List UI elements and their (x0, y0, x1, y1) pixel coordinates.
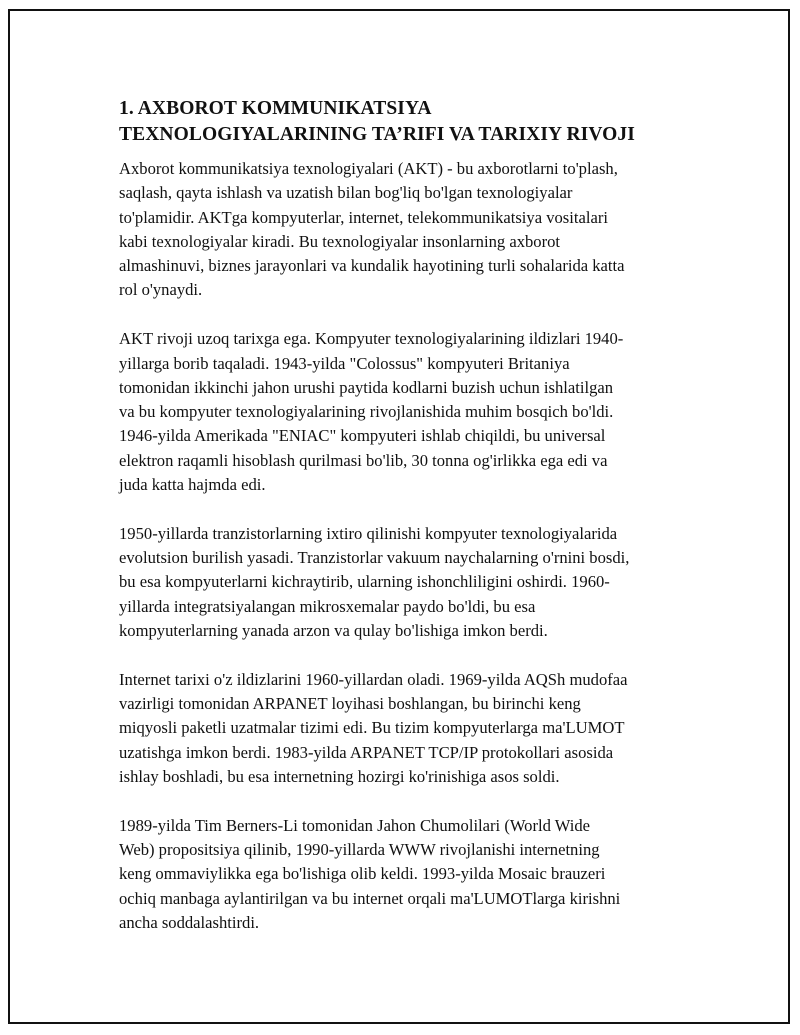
text-line: keng ommaviylikka ega bo'lishiga olib keldi. 1993-yilda Mosaic brauzeri (119, 864, 606, 884)
text-line: tomonidan ikkinchi jahon urushi paytida kodlarni buzish uchun ishlatilgan (119, 377, 614, 397)
text-line: evolutsion burilish yasadi. Tranzistorlar vakuum naychalarning o'rnini bosdi, (119, 548, 630, 568)
text-line: vazirligi tomonidan ARPANET loyihasi boshlangan, bu birinchi keng (119, 694, 581, 714)
text-line: saqlash, qayta ishlash va uzatish bilan bog'liq bo'lgan texnologiyalar (119, 183, 573, 203)
text-line: ancha soddalashtirdi. (119, 913, 260, 933)
text-line: va bu kompyuter texnologiyalarining rivojlanishida muhim bosqich bo'ldi. (119, 402, 614, 422)
text-line: Internet tarixi o'z ildizlarini 1960-yillardan oladi. 1969-yilda AQSh mudofaa (119, 669, 628, 689)
text-line: ochiq manbaga aylantirilgan va bu internet orqali ma'LUMOTlarga kirishni (119, 888, 621, 908)
text-line: miqyosli paketli uzatmalar tizimi edi. Bu tizim kompyuterlarga ma'LUMOT (119, 718, 625, 738)
paragraph-computer-history (119, 327, 691, 497)
text-line: bu esa kompyuterlarni kichraytirib, ularning ishonchliligini oshirdi. 1960- (119, 572, 610, 592)
text-line: yillarda integratsiyalangan mikrosxemalar paydo bo'ldi, bu esa (119, 596, 536, 616)
text-line: uzatishga imkon berdi. 1983-yilda ARPANET TCP/IP protokollari asosida (119, 742, 614, 762)
text-line: 1950-yillarda tranzistorlarning ixtiro qilinishi kompyuter texnologiyalarida (119, 523, 618, 543)
paragraph-www (119, 814, 691, 935)
heading-line: 1. AXBOROT KOMMUNIKATSIYA (119, 98, 432, 119)
text-line: ishlay boshladi, bu esa internetning hozirgi ko'rinishiga asos soldi. (119, 767, 560, 787)
text-line: rol o'ynaydi. (119, 280, 203, 300)
paragraph-internet-history (119, 668, 691, 789)
document-body (119, 96, 691, 960)
text-line: 1946-yilda Amerikada "ENIAC" kompyuteri ishlab chiqildi, bu universal (119, 426, 606, 446)
paragraph-transistors (119, 522, 691, 643)
text-line: yillarga borib taqaladi. 1943-yilda "Colossus" kompyuteri Britaniya (119, 353, 570, 373)
text-line: AKT rivoji uzoq tarixga ega. Kompyuter texnologiyalarining ildizlari 1940- (119, 329, 624, 349)
text-line: kabi texnologiyalar kiradi. Bu texnologiyalar insonlarning axborot (119, 231, 561, 251)
text-line: elektron raqamli hisoblash qurilmasi bo'lib, 30 tonna og'irlikka ega edi va (119, 450, 608, 470)
heading-line: TEXNOLOGIYALARINING TA’RIFI VA TARIXIY RIVOJI (119, 124, 635, 145)
text-line: Web) propositsiya qilinib, 1990-yillarda WWW rivojlanishi internetning (119, 840, 600, 860)
text-line: kompyuterlarning yanada arzon va qulay bo'lishiga imkon berdi. (119, 621, 548, 641)
text-line: Axborot kommunikatsiya texnologiyalari (AKT) - bu axborotlarni to'plash, (119, 159, 618, 178)
text-line: juda katta hajmda edi. (119, 475, 266, 495)
section-heading (119, 96, 691, 148)
text-line: 1989-yilda Tim Berners-Li tomonidan Jahon Chumolilari (World Wide (119, 815, 591, 835)
text-line: almashinuvi, biznes jarayonlari va kundalik hayotining turli sohalarida katta (119, 256, 625, 276)
text-line: to'plamidir. AKTga kompyuterlar, internet, telekommunikatsiya vositalari (119, 207, 608, 227)
paragraph-definition (119, 157, 691, 303)
